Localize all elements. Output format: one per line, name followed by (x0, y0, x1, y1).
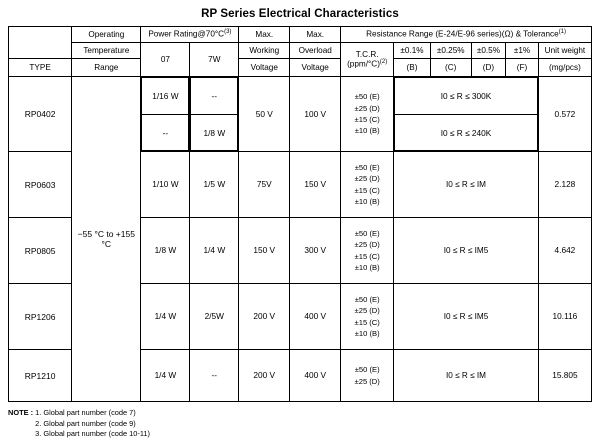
row-max-working-voltage: 200 V (239, 284, 290, 350)
row-unit-weight: 2.128 (538, 152, 591, 218)
page-title: RP Series Electrical Characteristics (201, 8, 399, 20)
header-type: TYPE (9, 59, 72, 77)
row-resistance: I0 ≤ R ≤ IM5 (394, 218, 539, 284)
header-tolerance-1-code: (F) (506, 59, 539, 77)
row-max-overload-voltage: 400 V (290, 284, 341, 350)
row-unit-weight: 0.572 (538, 77, 591, 152)
tcr-line: ±50 (E) (354, 162, 380, 172)
header-tcr (341, 43, 394, 77)
row-power-07-bottom: -- (142, 115, 189, 151)
row-tcr (341, 350, 394, 402)
tcr-line: ±10 (B) (354, 126, 380, 136)
row-tcr (341, 77, 394, 152)
row-power-7w: 1/5 W (190, 152, 239, 218)
header-power-rating-sup: (3) (224, 29, 232, 36)
header-max-working-line3: Voltage (239, 59, 290, 77)
note-item: 2. Global part number (code 9) (35, 418, 136, 428)
header-unit-weight-line2: (mg/pcs) (538, 59, 591, 77)
header-tcr-sup: (2) (379, 59, 388, 66)
row-max-overload-voltage: 300 V (290, 218, 341, 284)
row-max-working-voltage: 200 V (239, 350, 290, 402)
header-tcr-line2 (341, 59, 393, 69)
header-unit-weight-line1: Unit weight (538, 43, 591, 59)
row-power-7w-top: -- (191, 78, 238, 115)
row-type: RP0603 (9, 152, 72, 218)
header-tolerance-05-code: (D) (471, 59, 506, 77)
header-power-rating (141, 27, 239, 43)
header-max-working-line2: Working (239, 43, 290, 59)
header-max-overload-line3: Voltage (290, 59, 341, 77)
row-unit-weight: 10.116 (538, 284, 591, 350)
header-tolerance-05-pct: ±0.5% (471, 43, 506, 59)
notes-block (8, 408, 592, 440)
table-header-row-2 (9, 43, 592, 59)
header-operating-temperature-line2: Temperature (72, 43, 141, 59)
tcr-line: ±15 (C) (354, 115, 380, 124)
note-item: 1. Global part number (code 7) (35, 408, 136, 417)
tcr-line: ±25 (D) (354, 103, 380, 113)
row-unit-weight: 4.642 (538, 218, 591, 284)
tcr-line: ±15 (C) (354, 251, 380, 261)
header-max-working-line1: Max. (239, 27, 290, 43)
row-power-07: 1/10 W (141, 152, 190, 218)
header-max-overload-line1: Max. (290, 27, 341, 43)
table-header-row-1 (9, 27, 592, 43)
row-resistance-bottom: I0 ≤ R ≤ 240K (395, 115, 538, 151)
tcr-line: ±50 (E) (354, 294, 380, 304)
header-resistance-range-label: Resistance Range (E-24/E-96 series)(Ω) & Tolerance (366, 30, 559, 40)
tcr-line: ±10 (B) (354, 196, 380, 206)
header-tcr-line1: T.C.R. (355, 49, 379, 59)
header-tolerance-01-code: (B) (394, 59, 431, 77)
tcr-line: ±50 (E) (354, 92, 380, 102)
notes-items (35, 408, 150, 440)
row-max-working-voltage: 75V (239, 152, 290, 218)
row-tcr (341, 152, 394, 218)
row-type: RP0805 (9, 218, 72, 284)
row-max-overload-voltage: 100 V (290, 77, 341, 152)
row-power-7w: -- (190, 350, 239, 402)
row-resistance-split (394, 77, 539, 152)
table-row (9, 77, 592, 152)
header-tolerance-01-pct: ±0.1% (394, 43, 431, 59)
row-power-07: 1/8 W (141, 218, 190, 284)
tcr-line: ±10 (B) (354, 262, 380, 272)
tcr-line: ±15 (C) (354, 317, 380, 327)
tcr-line: ±10 (B) (354, 328, 380, 338)
table-header-row-3 (9, 59, 592, 77)
electrical-characteristics-table (8, 26, 592, 402)
header-max-overload-line2: Overload (290, 43, 341, 59)
row-max-working-voltage: 150 V (239, 218, 290, 284)
row-power-7w: 2/5W (190, 284, 239, 350)
tcr-line: ±50 (E) (354, 365, 380, 375)
row-type: RP0402 (9, 77, 72, 152)
header-resistance-range-sup: (1) (558, 29, 567, 36)
tcr-line: ±25 (D) (354, 306, 380, 316)
notes-label: NOTE : (8, 408, 34, 417)
tcr-line: ±25 (D) (354, 174, 380, 184)
tcr-line: ±50 (E) (354, 228, 380, 238)
header-tolerance-025-pct: ±0.25% (430, 43, 471, 59)
row-resistance: I0 ≤ R ≤ IM (394, 152, 539, 218)
header-power-7w: 7W (190, 43, 239, 77)
row-resistance-top: I0 ≤ R ≤ 300K (395, 78, 538, 115)
note-item: 3. Global part number (code 10-11) (35, 429, 150, 439)
header-tolerance-025-code: (C) (430, 59, 471, 77)
operating-temperature-range: −55 °C to +155 °C (72, 77, 141, 402)
tcr-line: ±15 (C) (354, 185, 380, 195)
row-power-7w: 1/4 W (190, 218, 239, 284)
header-tcr-units: (ppm/°C) (347, 59, 380, 69)
row-tcr (341, 218, 394, 284)
header-resistance-range (341, 27, 592, 43)
row-max-overload-voltage: 400 V (290, 350, 341, 402)
header-power-07: 07 (141, 43, 190, 77)
row-power-07: 1/4 W (141, 284, 190, 350)
row-tcr (341, 284, 394, 350)
row-resistance: I0 ≤ R ≤ IM (394, 350, 539, 402)
header-operating-temperature-line1: Operating (72, 27, 141, 43)
row-power-7w-split (190, 77, 239, 152)
row-unit-weight: 15.805 (538, 350, 591, 402)
row-power-07-split (141, 77, 190, 152)
row-max-working-voltage: 50 V (239, 77, 290, 152)
row-type: RP1206 (9, 284, 72, 350)
row-resistance: I0 ≤ R ≤ IM5 (394, 284, 539, 350)
tcr-line: ±25 (D) (354, 240, 380, 250)
row-power-07-top: 1/16 W (142, 78, 189, 115)
row-power-7w-bottom: 1/8 W (191, 115, 238, 151)
row-type: RP1210 (9, 350, 72, 402)
row-power-07: 1/4 W (141, 350, 190, 402)
header-operating-temperature-line3: Range (72, 59, 141, 77)
header-tolerance-1-pct: ±1% (506, 43, 539, 59)
row-max-overload-voltage: 150 V (290, 152, 341, 218)
header-power-rating-label: Power Rating@70°C (148, 30, 225, 40)
tcr-line: ±25 (D) (354, 376, 380, 386)
